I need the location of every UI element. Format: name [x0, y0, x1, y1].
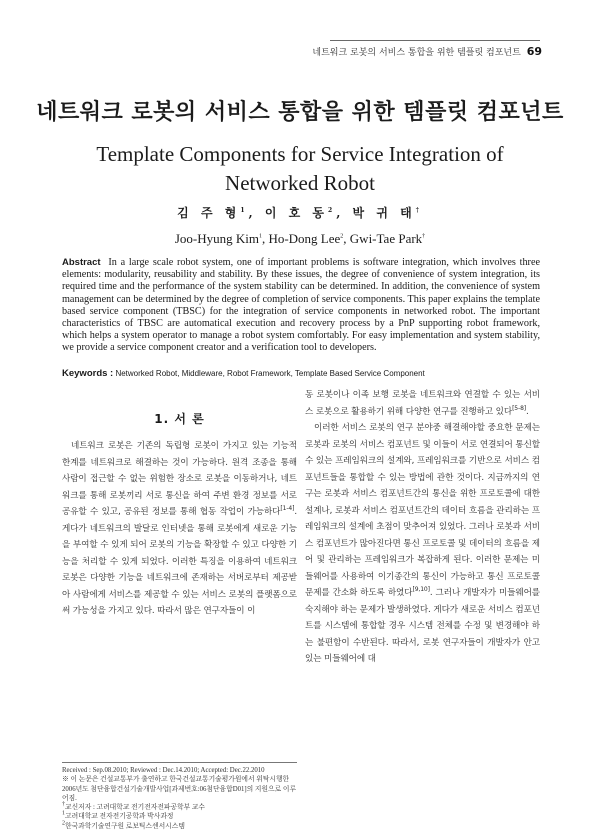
- keywords-label: Keywords :: [62, 368, 114, 379]
- citation: [5-8]: [512, 404, 527, 412]
- funding-note: ※ 이 논문은 건설교통부가 출연하고 한국건설교통기술평가원에서 위탁시행한 2006년도 첨단융합건설기술개발사업[과제번호:06첨단융합D01]의 지원으로 이루어짐.: [62, 776, 297, 802]
- korean-authors: 김 주 형$^1$, 이 호 동$^2$, 박 귀 태†: [177, 206, 423, 220]
- paragraph-text: . 게다가 네트워크의 발달로 인터넷을 통해 로봇에게 새로운 기능을 부여할 수 있게 되어 로봇의 기능을 확장할 수 있고 다양한 기능을 처리할 수 있게 되었다. 이러한 특징을 이용하여 네트워크 로봇은 다양한 기능을 네트워크에 존재하는 서버로부터 제공받아 사람에게 서비스를 제공할 수 있는 서비스 로봇의 플랫폼으로써 가능성을 가지고 있다. 따라서 많은 연구자들이 이: [62, 507, 297, 616]
- page-number: 69: [526, 45, 542, 58]
- author-en-1: Joo-Hyung Kim: [174, 231, 259, 246]
- citation: [9,10]: [412, 586, 430, 594]
- author-ko-3-affil: †: [415, 207, 423, 214]
- author-en-1-affil: 1: [258, 233, 262, 240]
- footnote-mark: 2: [62, 820, 65, 827]
- author-ko-2-affil: 2: [328, 207, 337, 214]
- affiliation-1-note: [62, 812, 297, 821]
- citation: [1-4]: [280, 505, 295, 513]
- keywords: [62, 368, 540, 379]
- left-column: [62, 438, 297, 620]
- abstract-text: In a large scale robot system, one of important problems is software integration, which involves three elements: modularity, reusability and stability. By these issues, the degree of convenience of system integration, its required time and the performance of the system stability can be determined. In addition, the convenience of system management can be determined by the degree of completion of service components. This paper explains the template based service component (TBSC) for the integration of service components in networked robot. The important characteristics of TBSC are automatical execution and recovery process by a PnP supporting robot framework, which helps a system operator to manage a robot system comfortably. For easy implementation and system stability, we provide a service component creator and a verification tool to developers.: [62, 257, 540, 354]
- header-rule: [330, 40, 540, 41]
- author-en-2: Ho-Dong Lee: [268, 231, 341, 246]
- abstract: [62, 257, 540, 355]
- affiliation-2-note: [62, 822, 297, 831]
- author-ko-1: 김 주 형: [177, 206, 241, 220]
- korean-title: 네트워크 로봇의 서비스 통합을 위한 템플릿 컴포넌트: [36, 100, 564, 125]
- footnote-text: 교신저자 : 고려대학교 전기전자전파공학부 교수: [65, 804, 206, 812]
- author-en-3-affil: †: [422, 233, 426, 240]
- english-authors: Joo-Hyung Kim$^1$, Ho-Dong Lee$^2$, Gwi-Tae Park†: [174, 231, 426, 246]
- author-en-3: Gwi-Tae Park: [349, 231, 423, 246]
- paragraph-text: 네트워크 로봇은 기존의 독립형 로봇이 가지고 있는 기능적 한계를 네트워크로 해결하는 것이 가능하다. 원격 조종을 통해 사람이 접근할 수 없는 위험한 장소로 로봇을 이동하거나, 네트워크를 통해 로봇끼리 서로 통신을 하여 주변 환경 정보를 서로 공유할 수 있고, 공유된 정보를 통해 협동 작업이 가능하다: [62, 441, 297, 517]
- corresponding-author-note: [62, 803, 297, 812]
- received-dates: Received : Sep.08.2010; Reviewed : Dec.14.2010; Accepted: Dec.22.2010: [62, 767, 265, 774]
- right-column: [305, 387, 540, 668]
- author-ko-1-affil: 1: [240, 207, 249, 214]
- paragraph-text: . 그러나 개발자가 미들웨어를 숙지해야 하는 문제가 발생하였다. 게다가 새로운 서비스 컴포넌트를 시스템에 통합할 경우 시스템 전체를 수정 및 변경해야 하는 불편함이 수반된다. 따라서, 로봇 연구자들이 개발자가 안고 있는 미들웨어에 대: [305, 588, 540, 664]
- footnote-text: 고려대학교 전자전기공학과 박사과정: [65, 813, 174, 821]
- footnote-mark: †: [62, 801, 65, 808]
- running-head-title: 네트워크 로봇의 서비스 통합을 위한 템플릿 컴포넌트: [312, 48, 521, 58]
- author-ko-3: 박 귀 태: [352, 206, 416, 220]
- paragraph-text: 이러한 서비스 로봇의 연구 분야중 해결해야할 중요한 문제는 로봇과 로봇의 서비스 컴포넌트 및 이들이 서로 연결되어 통신할 수 있는 프레임워크의 설계와, 프레임워크를 기반으로 서비스 컴포넌트들을 통합할 수 있는 방법에 관한 것이다. 지금까지의 연구는 로봇과 서비스 컴포넌트간의 통신을 위한 프로토콜에 대한 설계나, 로봇과 서비스 컴포넌트간의 데이터 흐름을 관리하는 프레임워크의 설계에 초점이 맞추어져 있었다. 그러나 로봇과 서비스 컴포넌트가 많아진다면 통신 프로토콜 및 데이터의 흐름을 제어 및 관리하는 프레임워크가 복잡하게 된다. 이러한 문제는 미들웨어를 사용하여 이기종간의 통신이 가능하고 통신 프로토콜 문제를 간소화 하도록 하였다: [305, 423, 540, 598]
- author-ko-2: 이 호 동: [264, 206, 328, 220]
- paragraph: [62, 438, 297, 620]
- english-title: Template Components for Service Integration of Networked Robot: [96, 142, 504, 195]
- footnote-text: 한국과학기술연구원 로보틱스센서시스템: [65, 822, 185, 830]
- running-head: [312, 45, 542, 58]
- keywords-text: Networked Robot, Middleware, Robot Framework, Template Based Service Component: [115, 369, 425, 378]
- paragraph: [305, 420, 540, 668]
- paragraph-text: 동 로봇이나 이족 보행 로봇을 네트워크와 연결할 수 있는 서비스 로봇으로 활용하기 위해 다양한 연구를 진행하고 있다: [305, 390, 540, 417]
- footnotes: [62, 766, 297, 831]
- author-en-2-affil: 2: [340, 233, 344, 240]
- abstract-label: Abstract: [62, 257, 101, 268]
- section-heading-introduction: 1. 서 론: [154, 412, 205, 426]
- footnote-rule: [62, 762, 297, 763]
- paragraph-text: .: [526, 406, 529, 417]
- paragraph: [305, 387, 540, 420]
- footnote-mark: 1: [62, 811, 65, 818]
